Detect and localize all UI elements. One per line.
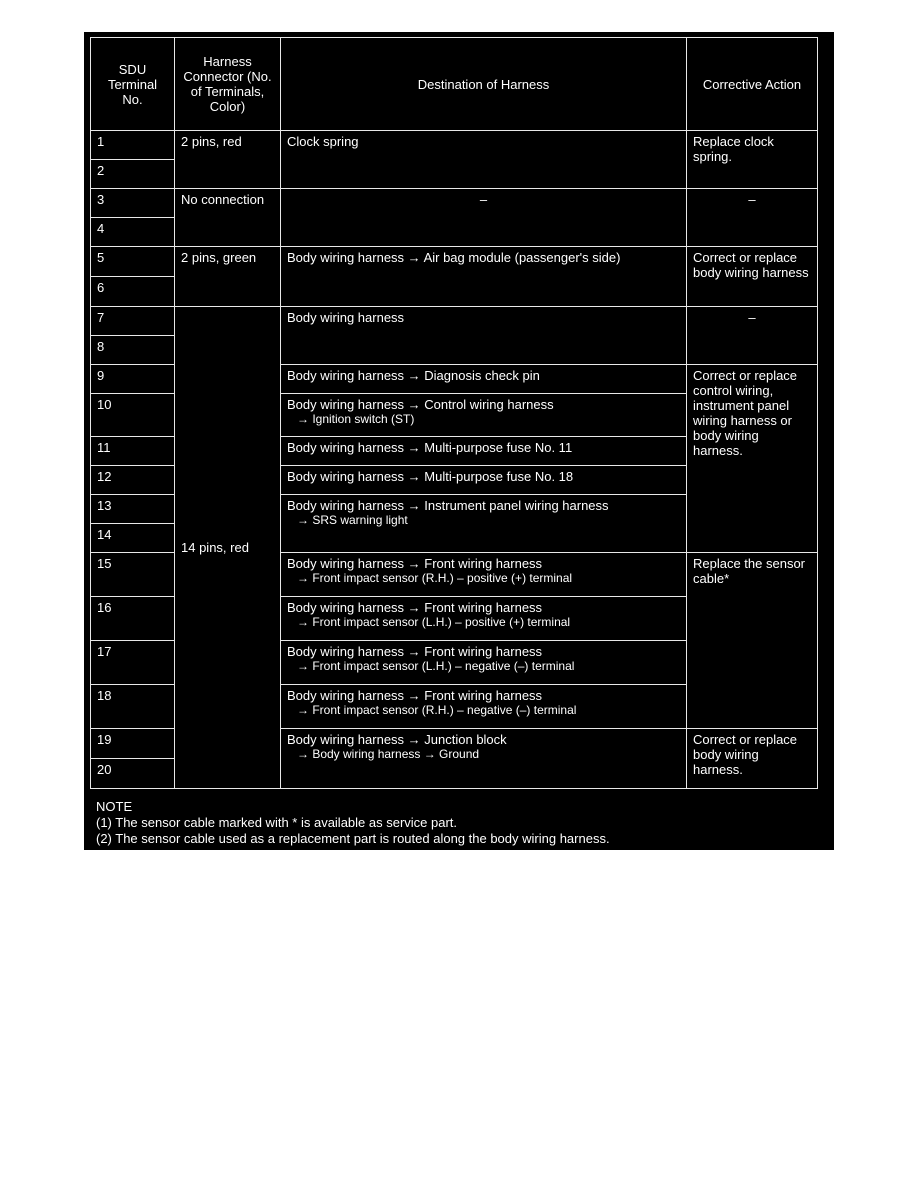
destination-sub: → Ignition switch (ST) xyxy=(297,412,415,426)
terminal-number: 10 xyxy=(91,394,175,437)
terminal-number: 8 xyxy=(91,336,175,365)
terminal-number: 19 xyxy=(91,729,175,759)
note-item: (1) The sensor cable marked with * is available as service part. xyxy=(96,815,458,830)
terminal-number: 1 xyxy=(91,131,175,160)
header-destination: Destination of Harness xyxy=(281,38,687,131)
terminal-number: 14 xyxy=(91,524,175,553)
destination-cell: – xyxy=(281,189,687,247)
destination-main: Body wiring harness → Control wiring harness xyxy=(287,397,554,412)
srs-terminal-table-panel xyxy=(84,32,834,850)
destination-cell: Clock spring xyxy=(281,131,687,189)
destination-cell xyxy=(281,495,687,553)
terminal-number: 17 xyxy=(91,641,175,685)
sdu-terminal-table xyxy=(90,37,818,789)
terminal-number: 15 xyxy=(91,553,175,597)
destination-cell xyxy=(281,641,687,685)
destination-cell: Body wiring harness → Multi-purpose fuse No. 11 xyxy=(281,437,687,466)
connector-cell: 2 pins, red xyxy=(175,131,281,189)
action-cell: Correct or replace body wiring harness xyxy=(687,247,818,307)
table-row xyxy=(91,131,818,160)
destination-main: Body wiring harness → Front wiring harness xyxy=(287,688,543,703)
notes-title: NOTE xyxy=(96,799,133,814)
action-cell: Correct or replace control wiring, instrument panel wiring harness or body wiring harness. xyxy=(687,365,818,553)
terminal-number: 12 xyxy=(91,466,175,495)
terminal-number: 6 xyxy=(91,277,175,307)
table-row xyxy=(91,189,818,218)
header-connector: Harness Connector (No. of Terminals, Color) xyxy=(175,38,281,131)
terminal-number: 16 xyxy=(91,597,175,641)
header-action: Corrective Action xyxy=(687,38,818,131)
header-row xyxy=(91,38,818,131)
notes-section xyxy=(96,799,610,847)
destination-cell xyxy=(281,685,687,729)
terminal-number: 7 xyxy=(91,307,175,336)
action-cell: Replace the sensor cable* xyxy=(687,553,818,729)
destination-cell: Body wiring harness xyxy=(281,307,687,365)
action-cell: – xyxy=(687,307,818,365)
destination-cell: Body wiring harness → Multi-purpose fuse No. 18 xyxy=(281,466,687,495)
terminal-number: 3 xyxy=(91,189,175,218)
table-row xyxy=(91,247,818,277)
destination-sub: → Body wiring harness → Ground xyxy=(297,747,480,761)
connector-cell: 14 pins, red xyxy=(175,307,281,789)
destination-sub: → SRS warning light xyxy=(297,513,408,527)
destination-cell xyxy=(281,553,687,597)
destination-main: Body wiring harness → Front wiring harness xyxy=(287,644,543,659)
destination-sub: → Front impact sensor (L.H.) – positive (+) terminal xyxy=(297,615,571,629)
destination-cell xyxy=(281,394,687,437)
destination-cell xyxy=(281,729,687,789)
destination-main: Body wiring harness → Junction block xyxy=(287,732,507,747)
destination-main: Body wiring harness → Front wiring harness xyxy=(287,600,543,615)
destination-sub: → Front impact sensor (L.H.) – negative (–) terminal xyxy=(297,659,575,673)
terminal-number: 13 xyxy=(91,495,175,524)
terminal-number: 5 xyxy=(91,247,175,277)
connector-cell: 2 pins, green xyxy=(175,247,281,307)
terminal-number: 4 xyxy=(91,218,175,247)
terminal-number: 18 xyxy=(91,685,175,729)
destination-cell xyxy=(281,597,687,641)
terminal-number: 9 xyxy=(91,365,175,394)
action-cell: Replace clock spring. xyxy=(687,131,818,189)
terminal-number: 20 xyxy=(91,759,175,789)
destination-cell: Body wiring harness → Diagnosis check pin xyxy=(281,365,687,394)
destination-main: Body wiring harness → Instrument panel wiring harness xyxy=(287,498,609,513)
header-terminal: SDU Terminal No. xyxy=(91,38,175,131)
destination-cell: Body wiring harness → Air bag module (passenger's side) xyxy=(281,247,687,307)
destination-sub: → Front impact sensor (R.H.) – negative (–) terminal xyxy=(297,703,577,717)
action-cell: Correct or replace body wiring harness. xyxy=(687,729,818,789)
terminal-number: 2 xyxy=(91,160,175,189)
note-item: (2) The sensor cable used as a replacement part is routed along the body wiring harness. xyxy=(96,831,610,846)
action-cell: – xyxy=(687,189,818,247)
destination-main: Body wiring harness → Front wiring harness xyxy=(287,556,543,571)
terminal-number: 11 xyxy=(91,437,175,466)
destination-sub: → Front impact sensor (R.H.) – positive (+) terminal xyxy=(297,571,573,585)
table-row xyxy=(91,307,818,336)
connector-cell: No connection xyxy=(175,189,281,247)
